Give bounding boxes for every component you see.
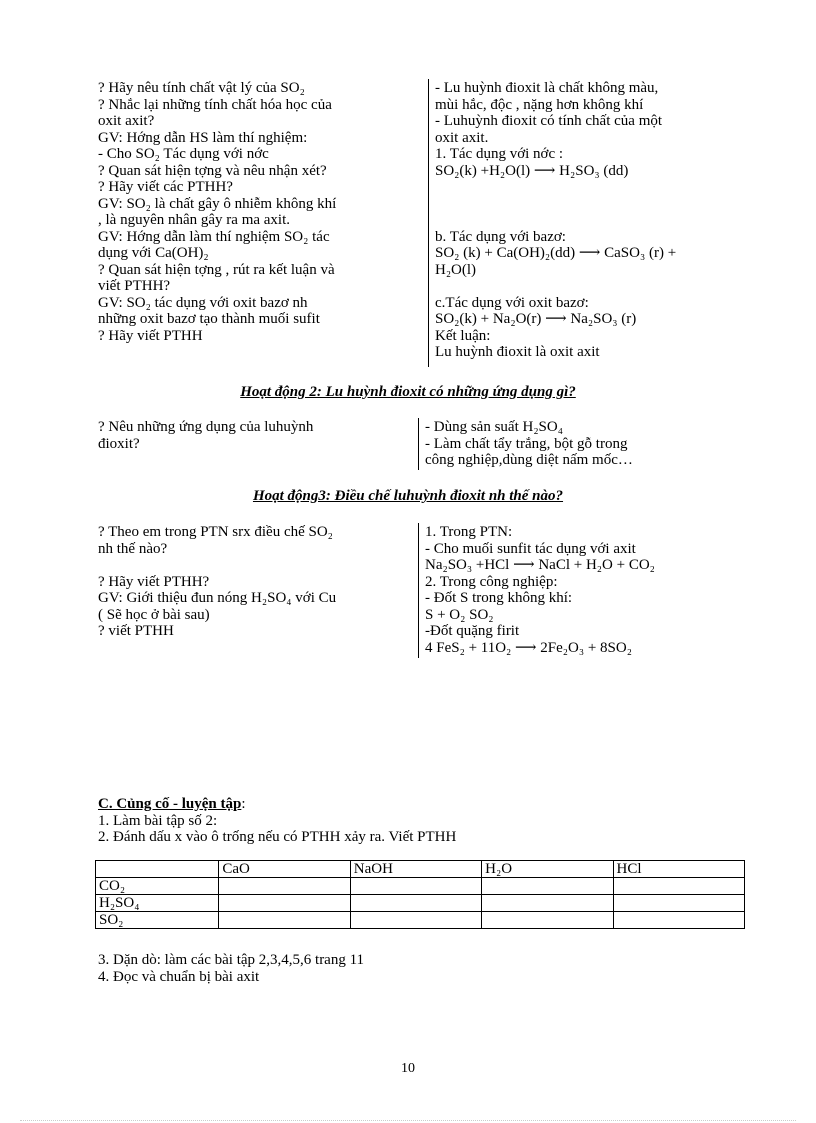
act1-left-column bbox=[98, 80, 420, 344]
act2-left-line: đioxit? bbox=[98, 435, 140, 452]
act3-right-line: Na₂SO₃ +HCl ⟶ NaCl + H₂O + CO₂ bbox=[425, 557, 655, 573]
act1-left-line: ? Nhắc lại những tính chất hóa học của bbox=[98, 96, 332, 113]
homework bbox=[98, 952, 364, 985]
act1-left-line: GV: SO₂ là chất gây ô nhiễm không khí bbox=[98, 195, 337, 212]
act3-right-line: - Đốt S trong không khí: bbox=[425, 590, 573, 606]
act1-left-line: những oxit bazơ tạo thành muối sufit bbox=[98, 311, 320, 327]
act1-left-line: ? Hãy nêu tính chất vật lý của SO₂ bbox=[98, 80, 305, 96]
act3-left-line: nh thế nào? bbox=[98, 540, 168, 557]
act1-left-line: GV: Hớng dẫn HS làm thí nghiệm: bbox=[98, 129, 308, 146]
table-cell bbox=[482, 912, 613, 929]
activity3-heading: Hoạt động3: Điều chế luhuỳnh đioxit nh thế nào? bbox=[252, 488, 564, 504]
act1-left-line: ? Hãy viết các PTHH? bbox=[98, 179, 233, 195]
act1-left-line: - Cho SO₂ Tác dụng với nớc bbox=[98, 146, 269, 162]
section-c-line-1: 1. Làm bài tập số 2: bbox=[98, 812, 218, 829]
act1-right-line: mùi hắc, độc , nặng hơn không khí bbox=[435, 96, 644, 113]
table-row bbox=[96, 895, 745, 912]
page-number: 10 bbox=[401, 1061, 415, 1076]
act2-right-line: - Dùng sản suất H₂SO₄ bbox=[425, 419, 563, 435]
activity2-heading: Hoạt động 2: Lu huỳnh đioxit có những ứng dụng gì? bbox=[240, 384, 576, 400]
table-cell: NaOH bbox=[350, 861, 481, 878]
act1-right-line: - Luhuỳnh đioxit có tính chất của một bbox=[435, 113, 663, 129]
act3-left-line: GV: Giới thiệu đun nóng H₂SO₄ với Cu bbox=[98, 590, 337, 606]
act3-right-line: S + O₂ SO₂ bbox=[425, 606, 494, 623]
section-c bbox=[98, 796, 456, 846]
act2-divider bbox=[418, 418, 419, 470]
table-cell: H₂SO₄ bbox=[96, 895, 219, 912]
homework-line-4: 4. Đọc và chuẩn bị bài axit bbox=[98, 968, 260, 985]
act3-right-line: 2. Trong công nghiệp: bbox=[425, 573, 558, 590]
page-bottom-divider bbox=[20, 1120, 796, 1121]
act1-right-line bbox=[435, 196, 760, 213]
table-row bbox=[96, 878, 745, 895]
act1-left-line: ? Quan sát hiện tợng , rút ra kết luận và bbox=[98, 261, 335, 278]
homework-line-3: 3. Dặn dò: làm các bài tập 2,3,4,5,6 trang 11 bbox=[98, 952, 365, 968]
act1-left-line: dụng với Ca(OH)₂ bbox=[98, 245, 209, 261]
act1-right-line bbox=[435, 278, 760, 295]
act1-right-line: Kết luận: bbox=[435, 327, 491, 344]
act1-right-line: b. Tác dụng với bazơ: bbox=[435, 228, 566, 245]
act3-right-line: 1. Trong PTN: bbox=[425, 524, 513, 540]
table-cell bbox=[219, 895, 350, 912]
table-cell bbox=[350, 895, 481, 912]
table-cell bbox=[482, 895, 613, 912]
act1-right-line: 1. Tác dụng với nớc : bbox=[435, 146, 564, 162]
act2-right-line: công nghiệp,dùng diệt nấm mốc… bbox=[425, 452, 633, 468]
act1-left-line: GV: Hớng dẫn làm thí nghiệm SO₂ tác bbox=[98, 228, 330, 245]
table-cell bbox=[613, 878, 744, 895]
act3-right-line: - Cho muối sunfit tác dụng với axit bbox=[425, 540, 636, 557]
act2-left-line: ? Nêu những ứng dụng của luhuỳnh bbox=[98, 419, 314, 435]
act1-left-line: ? Hãy viết PTHH bbox=[98, 327, 203, 344]
act3-left-line: ? viết PTHH bbox=[98, 623, 174, 639]
act1-left-line: ? Quan sát hiện tợng và nêu nhận xét? bbox=[98, 162, 327, 179]
act1-right-line: SO₂ (k) + Ca(OH)₂(dd) ⟶ CaSO₃ (r) + bbox=[435, 245, 677, 261]
section-c-line-2: 2. Đánh dấu x vào ô trống nếu có PTHH xảy ra. Viết PTHH bbox=[98, 829, 457, 845]
act1-left-line: GV: SO₂ tác dụng với oxit bazơ nh bbox=[98, 294, 308, 311]
table-cell: SO₂ bbox=[96, 912, 219, 929]
act3-right-line: -Đốt quặng firit bbox=[425, 623, 520, 639]
act3-left-line bbox=[98, 557, 413, 574]
act2-right-line: - Làm chất tẩy trắng, bột gỗ trong bbox=[425, 435, 628, 452]
table-cell: HCl bbox=[613, 861, 744, 878]
section-c-title: C. Củng cố - luyện tập bbox=[98, 796, 242, 812]
section-c-colon: : bbox=[241, 796, 246, 812]
act1-right-line: SO₂(k) +H₂O(l) ⟶ H₂SO₃ (dd) bbox=[435, 162, 629, 179]
table-cell: H₂O bbox=[482, 861, 613, 878]
table-cell bbox=[219, 878, 350, 895]
table-cell bbox=[482, 878, 613, 895]
act1-right-line: H₂O(l) bbox=[435, 261, 477, 278]
table-cell bbox=[350, 878, 481, 895]
act3-right-column bbox=[425, 524, 755, 656]
act1-left-line: , là nguyên nhân gây ra ma axit. bbox=[98, 212, 291, 228]
table-cell: CaO bbox=[219, 861, 350, 878]
act3-divider bbox=[418, 523, 419, 658]
act2-left-column bbox=[98, 419, 408, 452]
act3-left-line: ( Sẽ học ở bài sau) bbox=[98, 606, 210, 623]
table-cell bbox=[219, 912, 350, 929]
act3-left-line: ? Theo em trong PTN srx điều chế SO₂ bbox=[98, 524, 333, 540]
table-cell bbox=[613, 895, 744, 912]
act3-right-line: 4 FeS₂ + 11O₂ ⟶ 2Fe₂O₃ + 8SO₂ bbox=[425, 639, 632, 656]
act3-left-column bbox=[98, 524, 413, 640]
table-cell bbox=[350, 912, 481, 929]
reaction-table bbox=[95, 860, 745, 929]
act1-right-line: SO₂(k) + Na₂O(r) ⟶ Na₂SO₃ (r) bbox=[435, 311, 637, 327]
act2-right-column bbox=[425, 419, 745, 469]
act3-left-line: ? Hãy viết PTHH? bbox=[98, 573, 210, 590]
act1-right-line bbox=[435, 179, 760, 196]
act1-left-line: oxit axit? bbox=[98, 113, 155, 129]
act1-right-line: Lu huỳnh đioxit là oxit axit bbox=[435, 344, 600, 360]
act1-right-column bbox=[435, 80, 760, 361]
table-cell: CO₂ bbox=[96, 878, 219, 895]
table-cell bbox=[96, 861, 219, 878]
table-cell bbox=[613, 912, 744, 929]
act1-right-line bbox=[435, 212, 760, 229]
table-row bbox=[96, 912, 745, 929]
act1-right-line: c.Tác dụng với oxit bazơ: bbox=[435, 294, 589, 311]
act1-right-line: - Lu huỳnh đioxit là chất không màu, bbox=[435, 80, 659, 96]
act1-left-line: viết PTHH? bbox=[98, 278, 171, 294]
table-header-row bbox=[96, 861, 745, 878]
act1-divider bbox=[428, 79, 429, 367]
act1-right-line: oxit axit. bbox=[435, 129, 489, 146]
